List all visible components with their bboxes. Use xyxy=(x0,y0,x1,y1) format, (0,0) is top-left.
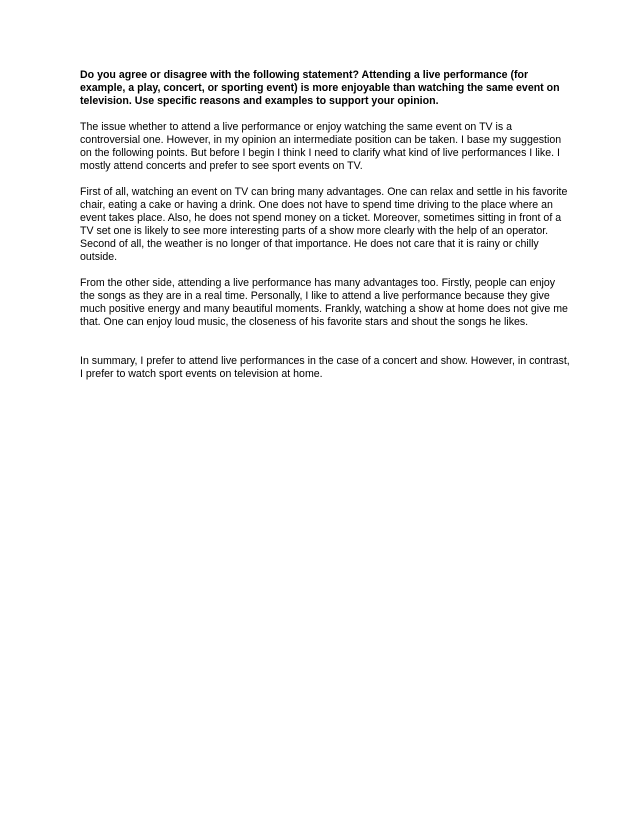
essay-prompt: Do you agree or disagree with the following statement? Attending a live performance (for example, a play, concert, or sporting event) is more enjoyable than watching the same event on television. Use specific reasons and examples to support your opinion. xyxy=(80,69,560,107)
document-body xyxy=(80,69,570,394)
paragraph-introduction: The issue whether to attend a live performance or enjoy watching the same event on TV is a controversial one. However, in my opinion an intermediate position can be taken. I base my suggestion on the following points. But before I begin I think I need to clarify what kind of live performances I like. I mostly attend concerts and prefer to see sport events on TV. xyxy=(80,121,562,172)
paragraph-live-advantages: From the other side, attending a live performance has many advantages too. Firstly, people can enjoy the songs as they are in a real time. Personally, I like to attend a live performance because they give much positive energy and many beautiful moments. Frankly, watching a show at home does not give me that. One can enjoy loud music, the closeness of his favorite stars and shout the songs he likes. xyxy=(80,277,568,328)
paragraph-tv-advantages: First of all, watching an event on TV can bring many advantages. One can relax and settle in his favorite chair, eating a cake or having a drink. One does not have to spend time driving to the place where an event takes place. Also, he does not spend money on a ticket. Moreover, sometimes sitting in front of a TV set one is likely to see more interesting parts of a show more clearly with the help of an operator. Second of all, the weather is no longer of that importance. He does not care that it is rainy or chilly outside. xyxy=(80,186,568,263)
paragraph-conclusion: In summary, I prefer to attend live performances in the case of a concert and show. However, in contrast, I prefer to watch sport events on television at home. xyxy=(80,355,570,380)
